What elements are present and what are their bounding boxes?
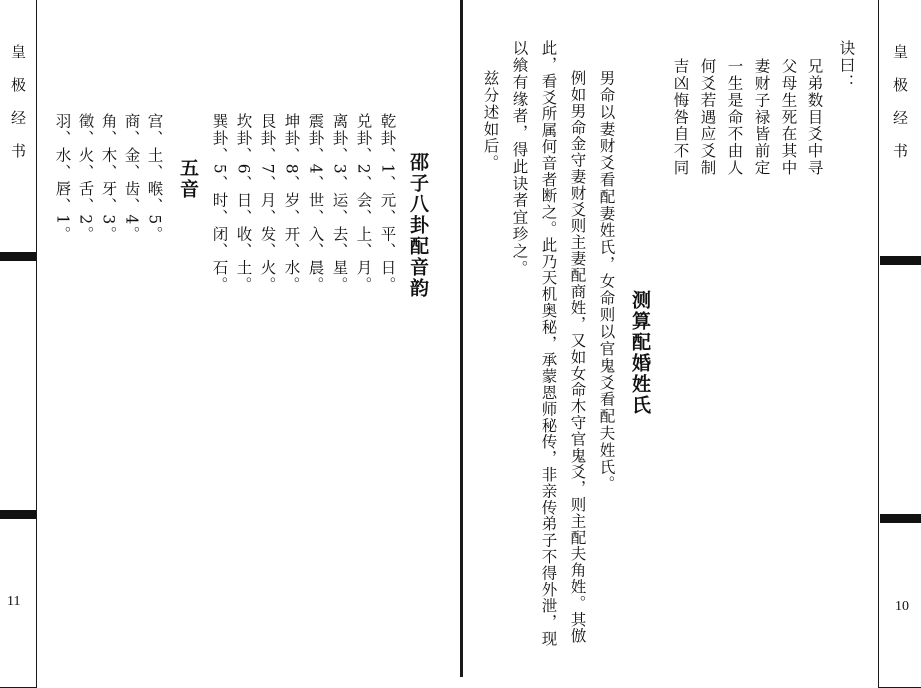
marriage-heading: 测算配婚姓氏 <box>629 290 651 416</box>
body-line: 例如男命金守妻财爻则主妻配商姓，又如女命木守官鬼爻，则主配夫角姓。其倣 <box>568 70 587 644</box>
five-tones-line: 商、金、齿、4。 <box>122 113 141 243</box>
left-book-title: 皇极经书 <box>9 44 27 176</box>
five-tones-heading: 五音 <box>177 158 199 200</box>
body-line: 男命以妻财爻看配妻姓氏，女命则以官鬼爻看配夫姓氏。 <box>597 70 616 493</box>
trigram-line: 巽卦、5、时、闭、石。 <box>210 113 229 294</box>
verse-line: 一生是命不由人 <box>725 58 744 177</box>
verse-line: 父母生死在其中 <box>779 58 798 177</box>
left-page <box>0 0 462 677</box>
body-line: 兹分述如后。 <box>481 70 500 172</box>
book-spine <box>460 0 463 677</box>
verse-line: 诀曰： <box>837 40 856 91</box>
body-line: 以飨有缘者，得此诀者宜珍之。 <box>510 40 529 277</box>
body-line: 此，看爻所属何音者断之。此乃天机奥秘，承蒙恩师秘传，非亲传弟子不得外泄，现 <box>539 40 558 647</box>
trigram-line: 离卦、3、运、去、星。 <box>330 113 349 294</box>
right-tab-bar-top <box>880 256 921 265</box>
verse-line: 兄弟数目爻中寻 <box>805 58 824 177</box>
five-tones-line: 角、木、牙、3。 <box>99 113 118 243</box>
trigram-line: 坎卦、6、日、收、土。 <box>234 113 253 294</box>
trigram-line: 艮卦、7、月、发、火。 <box>258 113 277 294</box>
left-page-number: 11 <box>7 594 21 609</box>
trigram-line: 坤卦、8、岁、开、水。 <box>282 113 301 294</box>
trigram-heading: 邵子八卦配音韵 <box>407 152 429 299</box>
trigram-line: 震卦、4、世、入、晨。 <box>306 113 325 294</box>
five-tones-line: 徵、火、舌、2。 <box>76 113 95 243</box>
right-book-title: 皇极经书 <box>891 44 909 176</box>
left-tab-bar-bottom <box>0 510 36 519</box>
trigram-line: 乾卦、1、元、平、日。 <box>378 113 397 294</box>
right-tab-bar-bottom <box>880 514 921 523</box>
left-tab-bar-top <box>0 252 36 261</box>
verse-line: 何爻若遇应爻制 <box>698 58 717 177</box>
verse-line: 妻财子禄皆前定 <box>752 58 771 177</box>
five-tones-line: 宫、土、喉、5。 <box>145 113 164 243</box>
five-tones-line: 羽、水、唇、1。 <box>53 113 72 243</box>
right-page-number: 10 <box>895 599 909 614</box>
verse-line: 吉凶悔咎自不同 <box>671 58 690 177</box>
trigram-line: 兑卦、2、会、上、月。 <box>354 113 373 294</box>
